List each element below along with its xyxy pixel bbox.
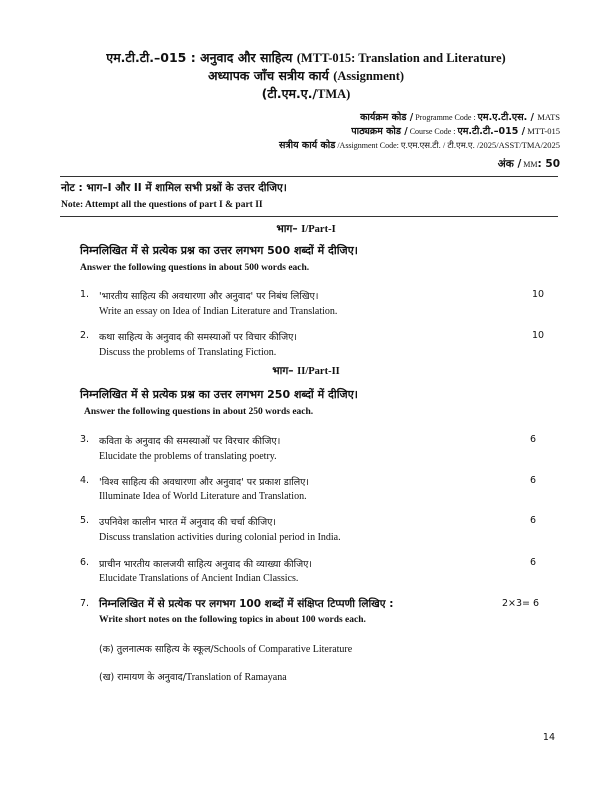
sub-question-english: Schools of Comparative Literature — [213, 644, 353, 655]
question-marks: 6 — [530, 557, 537, 568]
marks-label-hindi: अंक / — [497, 158, 522, 170]
programme-code-value-english: MATS — [537, 112, 560, 122]
part-1-instruction-hindi: निम्नलिखित में से प्रत्येक प्रश्न का उत्तर लगभग 500 शब्दों में दीजिए। — [80, 244, 358, 257]
course-code — [351, 124, 560, 137]
part-1-heading — [0, 222, 612, 236]
programme-code-value-hindi: एम.ए.टी.एस. / — [477, 112, 538, 123]
note-english: Note: Attempt all the questions of part I & part II — [61, 200, 263, 210]
page-number: 14 — [542, 732, 555, 743]
question-marks: 10 — [532, 289, 545, 300]
question-text-english: Write an essay on Idea of Indian Literature and Translation. — [99, 306, 338, 317]
course-code-label-hindi: पाठ्यक्रम कोड / — [351, 126, 408, 137]
course-code-value-hindi: एम.टी.टी.–015 / — [457, 126, 526, 137]
question-number: 3. — [80, 434, 90, 445]
part-1-heading-hindi: भाग– — [276, 223, 302, 235]
sub-question-b — [99, 670, 287, 683]
assignment-code — [279, 138, 560, 151]
sub-question-hindi: (क) तुलनात्मक साहित्य के स्कूल/ — [99, 644, 214, 655]
course-title-hindi: एम.टी.टी.–015 : अनुवाद और साहित्य — [106, 50, 293, 65]
marks-label-english: MM — [521, 160, 538, 169]
divider-top — [60, 176, 558, 177]
question-text-hindi: प्राचीन भारतीय कालजयी साहित्य अनुवाद की व्याख्या कीजिए। — [99, 559, 312, 570]
question-text-english: Elucidate Translations of Ancient Indian Classics. — [99, 573, 299, 584]
question-marks: 10 — [532, 330, 545, 341]
divider-note — [60, 216, 558, 217]
assignment-subtitle-hindi: अध्यापक जाँच सत्रीय कार्य — [207, 68, 329, 83]
programme-code-label-english: Programme Code : — [413, 113, 478, 122]
course-title — [0, 49, 612, 66]
question-number: 2. — [80, 330, 90, 341]
programme-code-label-hindi: कार्यक्रम कोड / — [360, 112, 414, 123]
question-marks: 6 — [530, 475, 537, 486]
question-text-hindi: कविता के अनुवाद की समस्याओं पर विरचार कीजिए। — [99, 436, 281, 447]
tma-label-hindi: (टी.एम.ए./ — [261, 86, 318, 101]
course-title-english: (MTT-015: Translation and Literature) — [296, 51, 506, 65]
part-2-heading-hindi: भाग– — [272, 365, 298, 377]
marks-value: : 50 — [537, 158, 560, 170]
question-text-hindi: 'भारतीय साहित्य की अवधारणा और अनुवाद' पर निबंध लिखिए। — [99, 291, 319, 302]
assignment-subtitle — [0, 67, 612, 84]
question-marks: 6 — [530, 515, 537, 526]
part-2-instruction-english: Answer the following questions in about 250 words each. — [84, 407, 314, 417]
sub-question-english: Translation of Ramayana — [185, 672, 287, 683]
question-number: 5. — [80, 515, 90, 526]
question-text-hindi: 'विश्व साहित्य की अवधारणा और अनुवाद' पर प्रकाश डालिए। — [99, 477, 310, 488]
assignment-code-label-english: /Assignment Code: — [335, 141, 401, 150]
question-text-english: Discuss the problems of Translating Fiction. — [99, 347, 277, 358]
question-text-english: Elucidate the problems of translating poetry. — [99, 451, 277, 462]
question-text-hindi: कथा साहित्य के अनुवाद की समस्याओं पर विचार कीजिए। — [99, 332, 298, 343]
part-1-instruction-english: Answer the following questions in about 500 words each. — [80, 263, 310, 273]
part-2-heading-english: II/Part-II — [297, 366, 340, 377]
question-text-english: Illuminate Idea of World Literature and Translation. — [99, 491, 307, 502]
assignment-subtitle-english: (Assignment) — [333, 69, 405, 83]
part-1-heading-english: I/Part-I — [301, 224, 336, 235]
assignment-code-value: ए.एम.एस.टी. / टी.एम.ए. /2025/ASST/TMA/2025 — [400, 140, 560, 150]
question-marks: 2×3= 6 — [502, 598, 540, 609]
question-number: 1. — [80, 289, 90, 300]
programme-code — [360, 110, 560, 123]
maximum-marks — [498, 157, 560, 171]
course-code-value-english: MTT-015 — [525, 126, 560, 136]
question-number: 6. — [80, 557, 90, 568]
question-number: 4. — [80, 475, 90, 486]
question-marks: 6 — [530, 434, 537, 445]
question-text-english: Discuss translation activities during colonial period in India. — [99, 532, 341, 543]
note-hindi: नोट : भाग–I और II में शामिल सभी प्रश्नों के उत्तर दीजिए। — [61, 182, 287, 194]
sub-question-a — [99, 642, 352, 655]
part-2-instruction-hindi: निम्नलिखित में से प्रत्येक प्रश्न का उत्तर लगभग 250 शब्दों में दीजिए। — [80, 388, 358, 401]
tma-label — [0, 85, 612, 102]
sub-question-hindi: (ख) रामायण के अनुवाद/ — [99, 672, 186, 683]
course-code-label-english: Course Code : — [407, 127, 458, 136]
question-text-hindi: उपनिवेश कालीन भारत में अनुवाद की चर्चा कीजिए। — [99, 517, 276, 528]
question-text-english: Write short notes on the following topics in about 100 words each. — [99, 615, 366, 625]
question-number: 7. — [80, 598, 90, 609]
assignment-code-label-hindi: सत्रीय कार्य कोड — [278, 140, 336, 151]
part-2-heading — [0, 364, 612, 378]
question-text-hindi: निम्नलिखित में से प्रत्येक पर लगभग 100 शब्दों में संक्षिप्त टिप्पणी लिखिए : — [99, 598, 394, 610]
tma-label-english: TMA) — [317, 87, 351, 101]
